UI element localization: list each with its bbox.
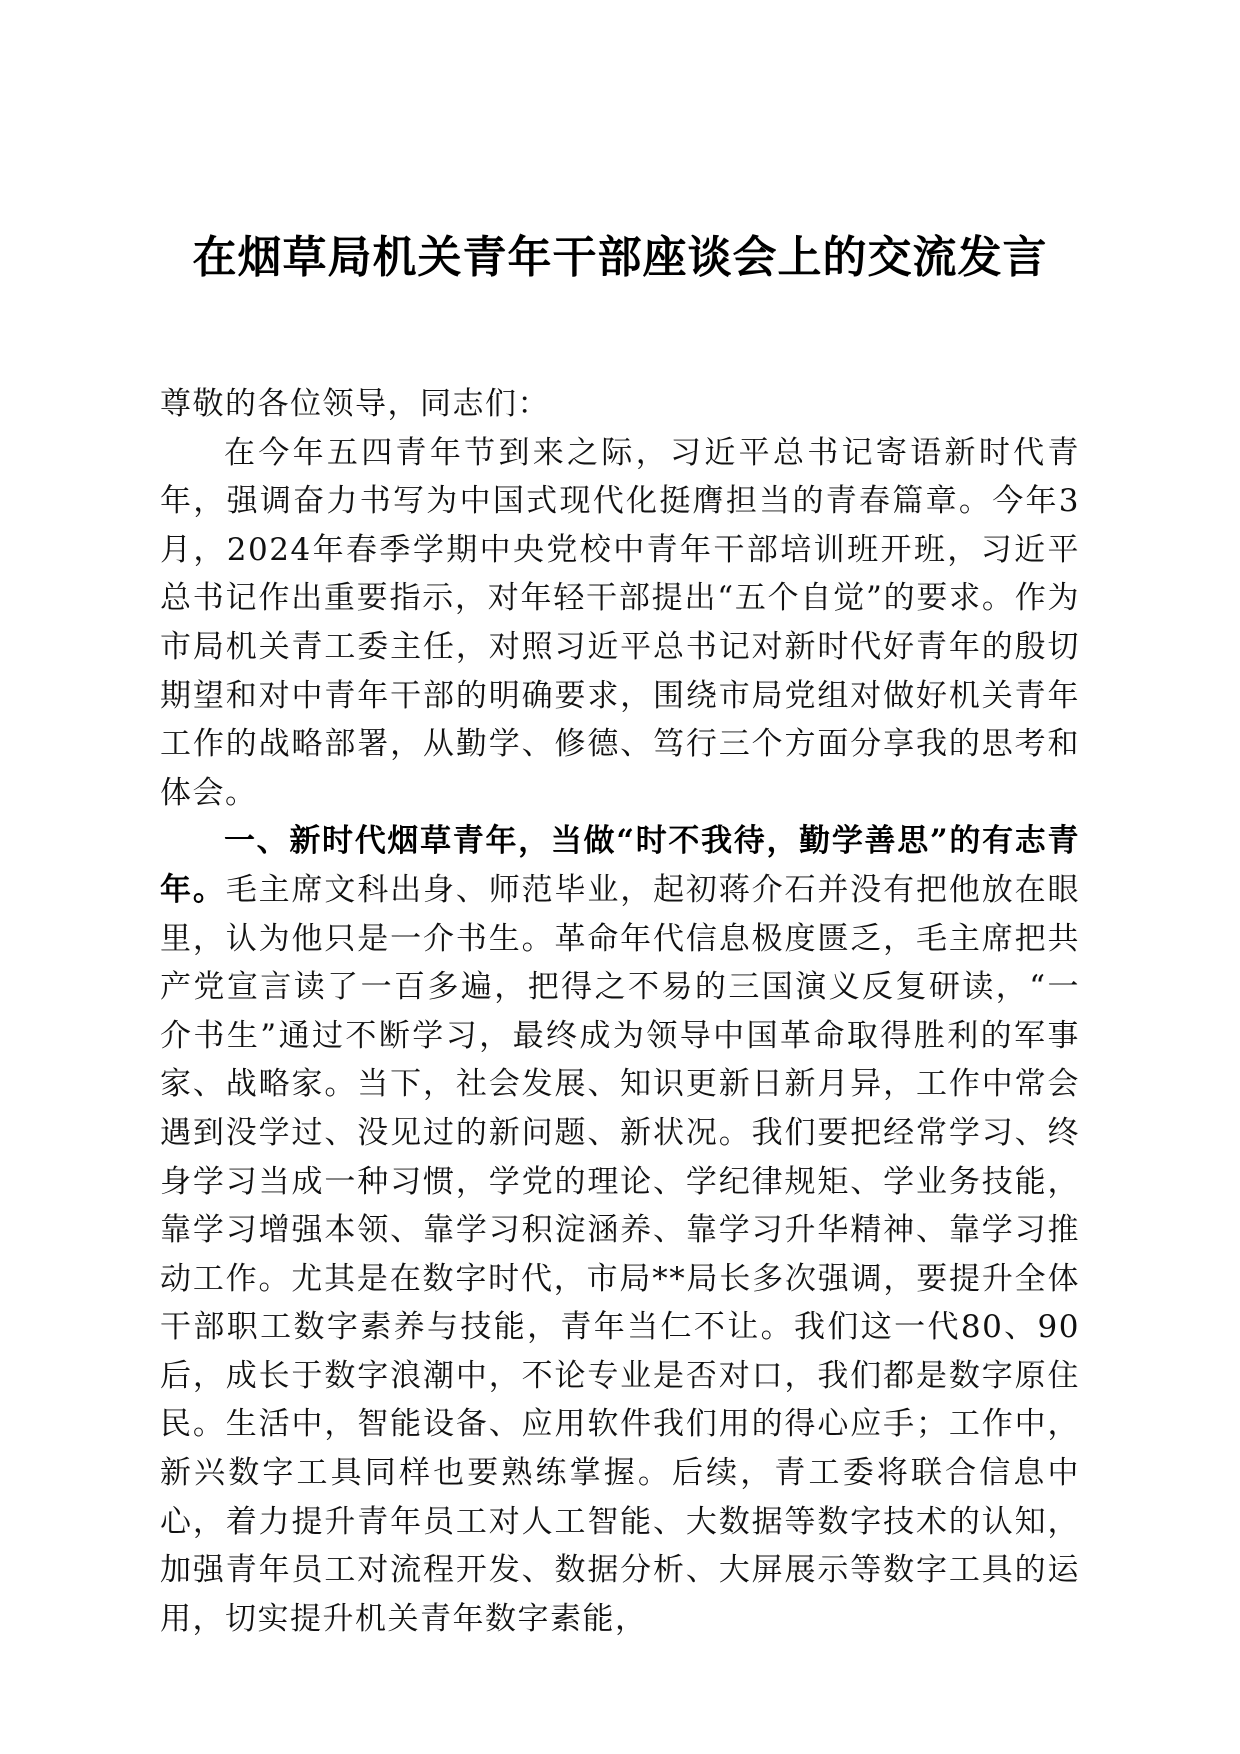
- section-1-heading: 一、新时代烟草青年，当做“时不我待，勤学善思”的有志青年。: [160, 823, 1080, 908]
- paragraph-intro: 在今年五四青年节到来之际，习近平总书记寄语新时代青年，强调奋力书写为中国式现代化挺膺担当的青春篇章。今年3月，2024年春季学期中央党校中青年干部培训班开班，习近平总书记作出重要指示，对年轻干部提出“五个自觉”的要求。作为市局机关青工委主任，对照习近平总书记对新时代好青年的殷切期望和对中青年干部的明确要求，围绕市局党组对做好机关青年工作的战略部署，从勤学、修德、笃行三个方面分享我的思考和体会。: [160, 434, 1080, 811]
- document-title: 在烟草局机关青年干部座谈会上的交流发言: [192, 232, 1048, 283]
- paragraph-section-1: [160, 817, 1080, 1643]
- document-body: [160, 380, 1080, 1643]
- section-1-body: 毛主席文科出身、师范毕业，起初蒋介石并没有把他放在眼里，认为他只是一介书生。革命年代信息极度匮乏，毛主席把共产党宣言读了一百多遍，把得之不易的三国演义反复研读，“一介书生”通过不断学习，最终成为领导中国革命取得胜利的军事家、战略家。当下，社会发展、知识更新日新月异，工作中常会遇到没学过、没见过的新问题、新状况。我们要把经常学习、终身学习当成一种习惯，学党的理论、学纪律规矩、学业务技能，靠学习增强本领、靠学习积淀涵养、靠学习升华精神、靠学习推动工作。尤其是在数字时代，市局**局长多次强调，要提升全体干部职工数字素养与技能，青年当仁不让。我们这一代80、90后，成长于数字浪潮中，不论专业是否对口，我们都是数字原住民。生活中，智能设备、应用软件我们用的得心应手；工作中，新兴数字工具同样也要熟练掌握。后续，青工委将联合信息中心，着力提升青年员工对人工智能、大数据等数字技术的认知，加强青年员工对流程开发、数据分析、大屏展示等数字工具的运用，切实提升机关青年数字素能，: [160, 871, 1081, 1637]
- salutation: 尊敬的各位领导，同志们：: [160, 386, 550, 422]
